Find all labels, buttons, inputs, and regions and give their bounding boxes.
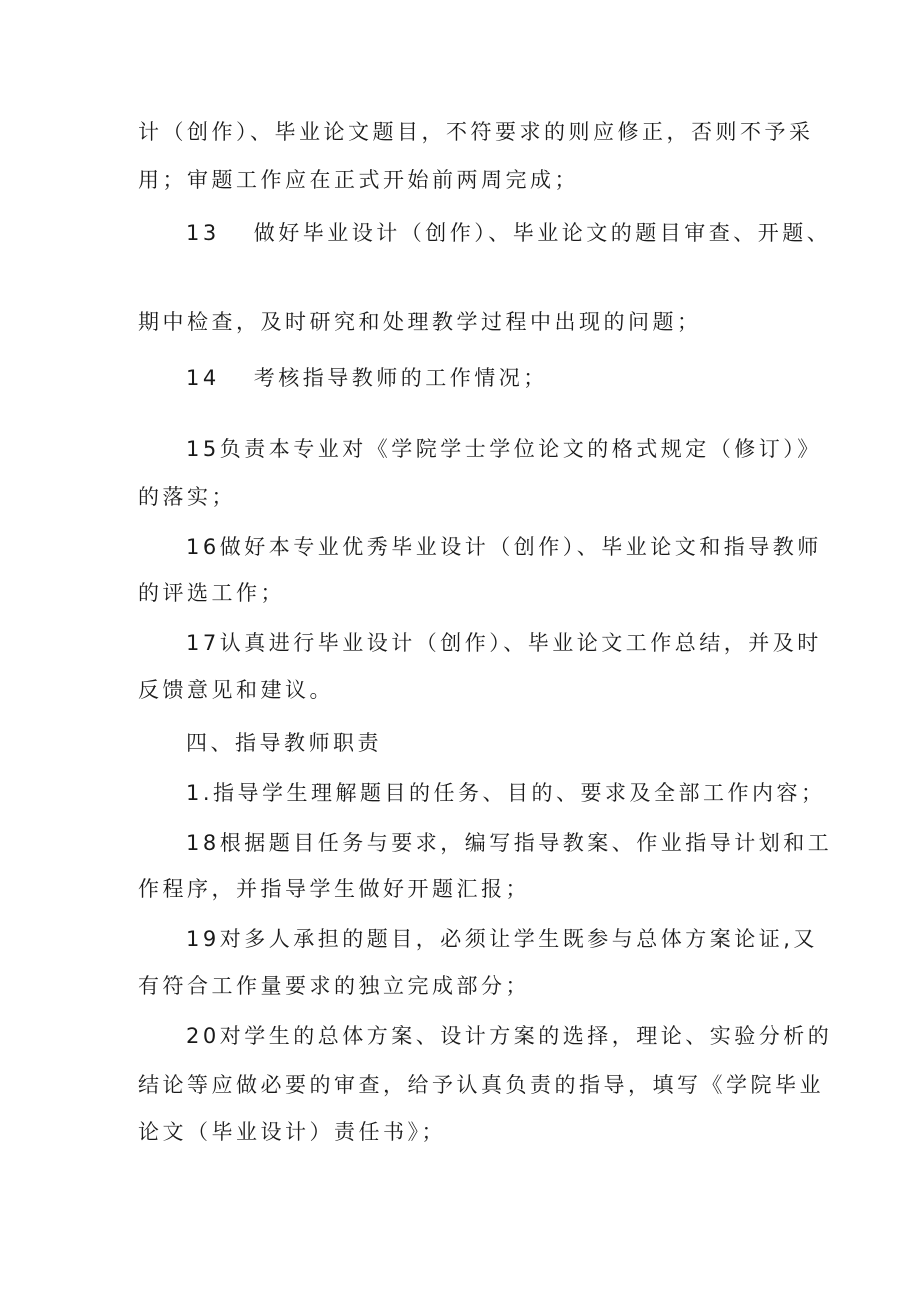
item-14	[186, 354, 548, 402]
text-line: 作程序，并指导学生做好开题汇报；	[138, 877, 530, 901]
text-line: 1.指导学生理解题目的任务、目的、要求及全部工作内容；	[186, 781, 826, 805]
item-number: 13	[186, 221, 220, 245]
text-line: 16做好本专业优秀毕业设计（创作）、毕业论文和指导教师	[186, 535, 822, 559]
text-line: 15负责本专业对《学院学士学位论文的格式规定（修订）》	[186, 437, 822, 461]
text-line: 17认真进行毕业设计（创作）、毕业论文工作总结，并及时	[186, 631, 822, 655]
text-line: 用；审题工作应在正式开始前两周完成；	[138, 168, 579, 192]
item-number: 14	[186, 366, 220, 390]
text-line: 论文（毕业设计）责任书》；	[138, 1120, 446, 1144]
text-line: 18根据题目任务与要求，编写指导教案、作业指导计划和工	[186, 831, 833, 855]
text-line: 20对学生的总体方案、设计方案的选择，理论、实验分析的	[186, 1024, 833, 1048]
text-line: 计（创作）、毕业论文题目，不符要求的则应修正，否则不予采	[138, 120, 814, 144]
item-13	[186, 209, 831, 257]
text-line: 的评选工作；	[138, 581, 285, 605]
text-line: 的落实；	[138, 485, 236, 509]
text-line: 做好毕业设计（创作）、毕业论文的题目审查、开题、	[253, 221, 832, 245]
text-line: 反馈意见和建议。	[138, 678, 334, 702]
text-line: 期中检查，及时研究和处理教学过程中出现的问题；	[138, 310, 702, 334]
section-heading: 四、指导教师职责	[186, 731, 382, 755]
text-line: 考核指导教师的工作情况；	[253, 366, 548, 390]
text-line: 结论等应做必要的审查，给予认真负责的指导，填写《学院毕业	[138, 1073, 824, 1097]
text-line: 有符合工作量要求的独立完成部分；	[138, 974, 530, 998]
text-line: 19对多人承担的题目，必须让学生既参与总体方案论证,又	[186, 927, 818, 951]
